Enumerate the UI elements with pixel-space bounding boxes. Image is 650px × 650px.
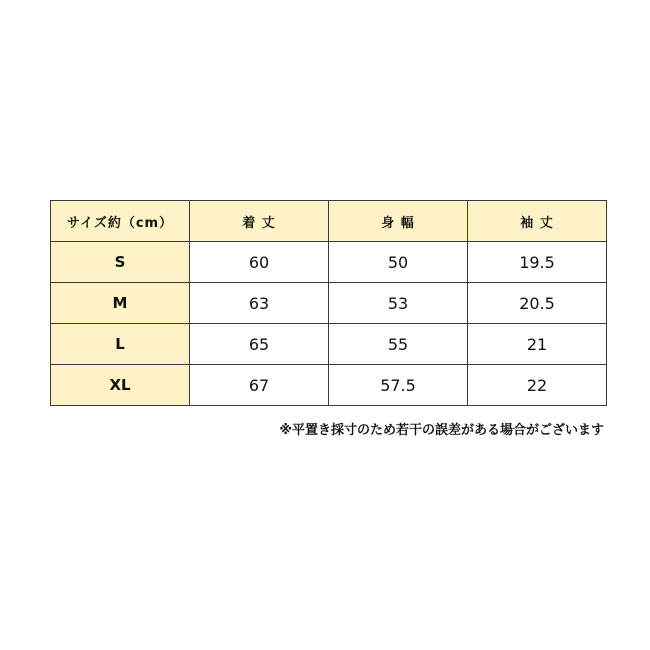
table-cell: 63 (190, 283, 329, 324)
table-row (51, 365, 607, 406)
table-cell: 65 (190, 324, 329, 365)
table-cell: 50 (329, 242, 468, 283)
table-cell: 53 (329, 283, 468, 324)
table-cell: 22 (468, 365, 607, 406)
table-cell: 57.5 (329, 365, 468, 406)
size-label: XL (51, 365, 190, 406)
corner-label: サイズ約（cm） (51, 201, 190, 242)
table-header-row (51, 201, 607, 242)
column-header-width: 身 幅 (329, 201, 468, 242)
table-cell: 21 (468, 324, 607, 365)
size-label: M (51, 283, 190, 324)
size-label: S (51, 242, 190, 283)
column-header-length: 着 丈 (190, 201, 329, 242)
size-table (50, 200, 607, 406)
table-cell: 67 (190, 365, 329, 406)
table-row (51, 324, 607, 365)
table-cell: 60 (190, 242, 329, 283)
table-cell: 55 (329, 324, 468, 365)
size-label: L (51, 324, 190, 365)
table-cell: 20.5 (468, 283, 607, 324)
column-header-sleeve: 袖 丈 (468, 201, 607, 242)
table-cell: 19.5 (468, 242, 607, 283)
table-row (51, 242, 607, 283)
table-row (51, 283, 607, 324)
measurement-note: ※平置き採寸のため若干の誤差がある場合がございます (279, 423, 604, 438)
